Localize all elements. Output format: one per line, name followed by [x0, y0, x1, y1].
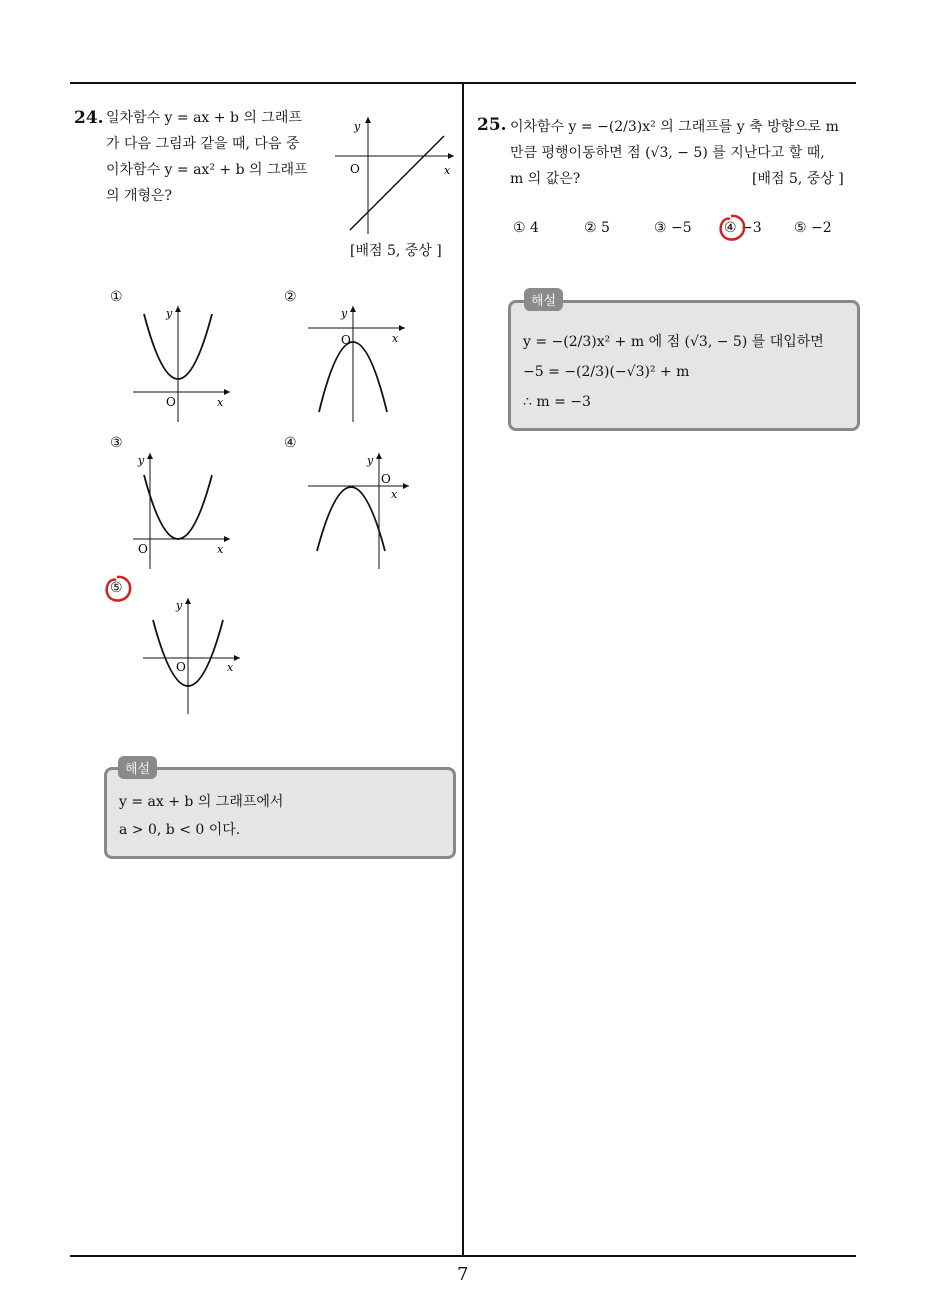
q24-c1-y-label: y [166, 307, 173, 320]
q24-explanation-line-1: y = ax + b 의 그래프에서 [119, 794, 284, 810]
q24-number: 24. [74, 108, 104, 128]
q24-line-1: 일차함수 y = ax + b 의 그래프 [106, 110, 302, 126]
q24-line-4: 의 개형은? [106, 188, 173, 204]
q24-c1-x-label: x [217, 396, 224, 409]
q25-explanation-box [508, 300, 860, 431]
q24-explanation-box [104, 767, 456, 859]
q24-c4-origin-label: O [381, 472, 391, 486]
q24-choice-5-marker[interactable]: ⑤ [110, 580, 123, 596]
q24-text [106, 105, 321, 209]
q25-choice-3-marker: ③ [654, 220, 667, 236]
q24-x-label: x [444, 164, 451, 177]
q24-c4-y-label: y [367, 454, 374, 467]
q24-choice-4-graph[interactable] [305, 447, 415, 572]
q24-choice-1-graph[interactable] [130, 300, 240, 425]
q24-line-2: 가 다음 그림과 같을 때, 다음 중 [106, 136, 300, 152]
q24-c2-y-label: y [341, 307, 348, 320]
q25-line-1: 이차함수 y = −(2/3)x² 의 그래프를 y 축 방향으로 m [510, 119, 839, 135]
q24-c5-x-label: x [227, 661, 234, 674]
q24-answer-circle-mark [103, 574, 133, 604]
q24-line-3: 이차함수 y = ax² + b 의 그래프 [106, 162, 308, 178]
q24-c3-origin-label: O [138, 542, 148, 556]
q25-explanation-text [523, 327, 824, 417]
q24-choice-4-marker[interactable]: ④ [284, 435, 297, 451]
q24-choice-2-graph[interactable] [305, 300, 415, 425]
q24-c1-origin-label: O [166, 395, 176, 409]
q24-c3-x-label: x [217, 543, 224, 556]
q25-choice-2-marker: ② [584, 220, 597, 236]
q25-choice-3-value: −5 [671, 220, 692, 236]
q25-number: 25. [477, 115, 507, 135]
q24-explanation-text [119, 788, 283, 844]
q25-explanation-tag: 해설 [524, 288, 563, 311]
q25-choice-1[interactable] [513, 220, 539, 236]
bottom-rule [70, 1255, 856, 1257]
q25-answer-circle-mark [717, 213, 747, 243]
q24-choice-1-marker[interactable]: ① [110, 289, 123, 305]
q24-c5-origin-label: O [176, 660, 186, 674]
q24-choice-3-marker[interactable]: ③ [110, 435, 123, 451]
q24-origin-label: O [350, 162, 360, 176]
q24-y-label: y [354, 120, 361, 133]
q24-explanation-tag: 해설 [118, 756, 157, 779]
q24-c2-origin-label: O [341, 333, 351, 347]
q25-choice-1-marker: ① [513, 220, 526, 236]
page-number: 7 [457, 1264, 469, 1285]
q25-difficulty: [배점 5, 중상 ] [752, 171, 844, 187]
q25-choice-4-marker: ④ [724, 220, 737, 236]
q25-line-3: m 의 값은? [510, 171, 581, 187]
column-divider [462, 84, 464, 1256]
q24-choice-3-graph[interactable] [130, 447, 240, 572]
q25-line-2: 만큼 평행이동하면 점 (√3, − 5) 를 지난다고 할 때, [510, 145, 825, 161]
q25-choice-4-value: −3 [741, 220, 762, 236]
q24-explanation-line-2: a > 0, b < 0 이다. [119, 822, 241, 838]
q24-c3-y-label: y [138, 454, 145, 467]
q25-choice-3[interactable] [654, 220, 692, 236]
q25-choice-5-marker: ⑤ [794, 220, 807, 236]
q25-choice-5[interactable] [794, 220, 832, 236]
q25-choice-2[interactable] [584, 220, 610, 236]
q24-choice-2-marker[interactable]: ② [284, 289, 297, 305]
q24-choice-5-graph[interactable] [140, 592, 250, 717]
q25-explanation-line-1: y = −(2/3)x² + m 에 점 (√3, − 5) 를 대입하면 [523, 334, 824, 350]
q24-c2-x-label: x [392, 332, 399, 345]
q24-c4-x-label: x [391, 488, 398, 501]
q24-c5-y-label: y [176, 599, 183, 612]
q24-difficulty: [배점 5, 중상 ] [350, 243, 442, 259]
q25-choice-1-value: 4 [530, 220, 539, 236]
q24-linear-graph [330, 112, 460, 237]
q25-choice-5-value: −2 [811, 220, 832, 236]
q25-choice-2-value: 5 [601, 220, 610, 236]
q25-explanation-line-3: ∴ m = −3 [523, 394, 591, 410]
q25-explanation-line-2: −5 = −(2/3)(−√3)² + m [523, 364, 690, 380]
